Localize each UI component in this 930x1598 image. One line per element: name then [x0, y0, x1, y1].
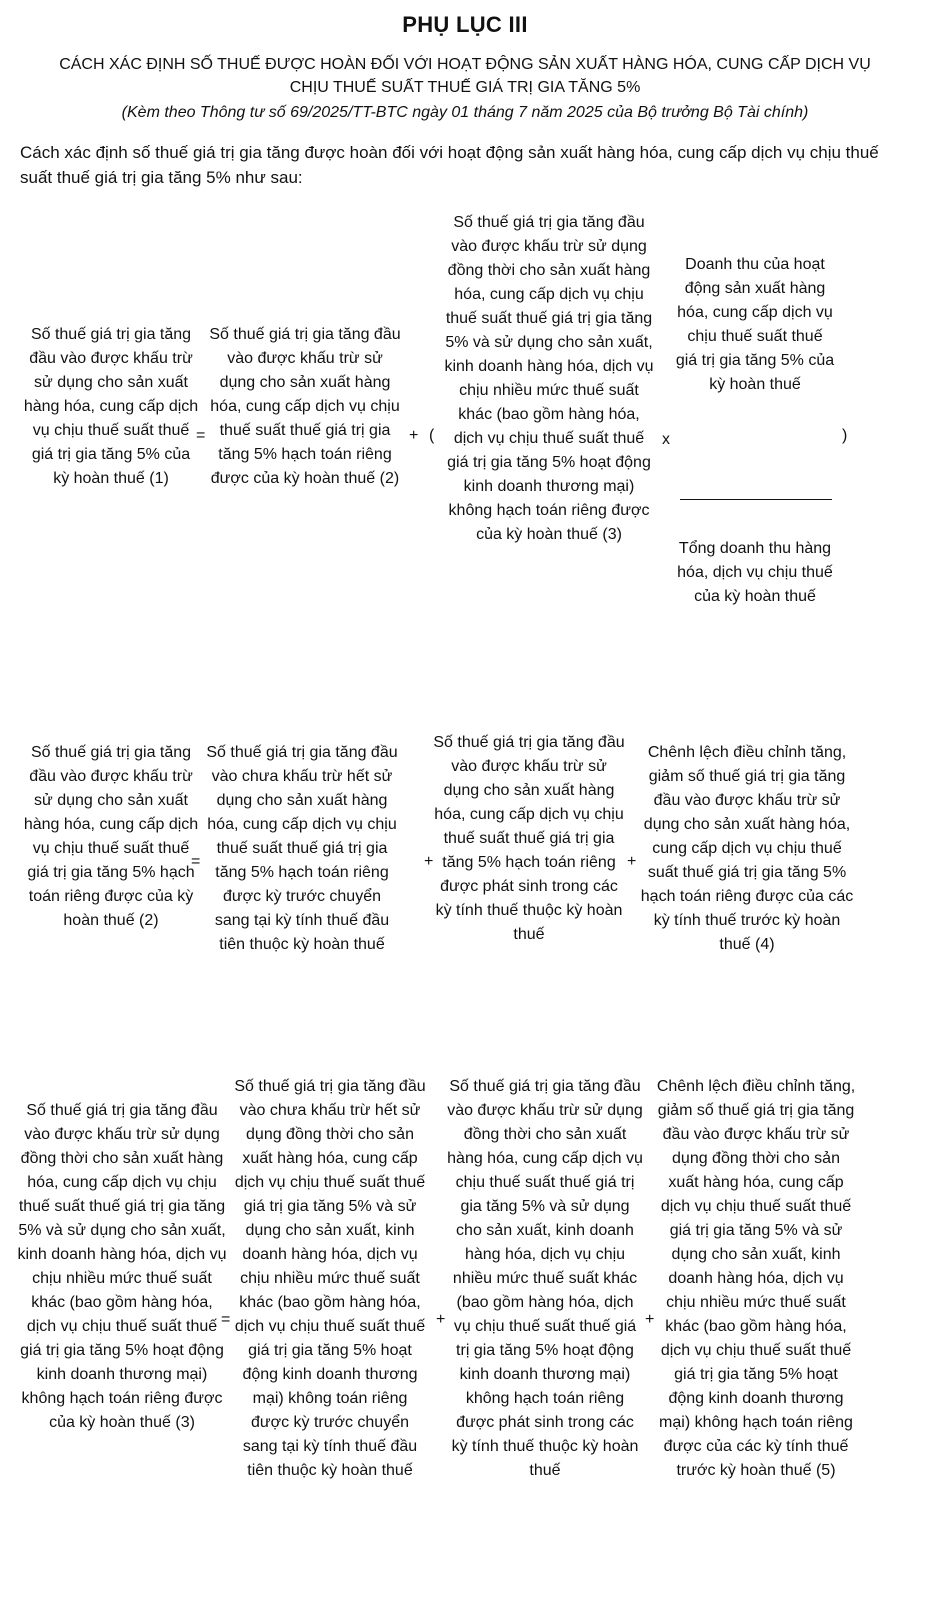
- intro-paragraph: Cách xác định số thuế giá trị gia tăng được hoàn đối với hoạt động sản xuất hàng hóa, cung cấp dịch vụ chịu thuế suất thuế giá trị gia tăng 5% như sau:: [20, 143, 879, 187]
- formula-2-plus-2: +: [627, 853, 637, 870]
- formula-1-term-2: Số thuế giá trị gia tăng đầu vào được khấu trừ sử dụng cho sản xuất hàng hóa, cung cấp dịch vụ chịu thuế suất thuế giá trị gia tăng 5% hạch toán riêng được của kỳ hoàn thuế (2): [209, 326, 401, 487]
- page-title: PHỤ LỤC III: [402, 12, 528, 37]
- formula-2-equals: =: [191, 853, 201, 870]
- formula-2-plus-1: +: [424, 853, 434, 870]
- formula-1-numerator: Doanh thu của hoạt động sản xuất hàng hóa, cung cấp dịch vụ chịu thuế suất thuế giá trị gia tăng 5% của kỳ hoàn thuế: [675, 256, 835, 393]
- formula-3-equals: =: [221, 1311, 231, 1328]
- formula-1-open-paren: (: [429, 427, 435, 444]
- formula-1-plus: +: [409, 427, 419, 444]
- formula-3-term-2: Số thuế giá trị gia tăng đầu vào được khấu trừ sử dụng đồng thời cho sản xuất hàng hóa, cung cấp dịch vụ chịu thuế suất thuế giá trị gia tăng 5% và sử dụng cho sản xuất, kinh doanh hàng hóa, dịch vụ chịu nhiều mức thuế suất khác (bao gồm hàng hóa, dịch vụ chịu thuế suất thuế giá trị gia tăng 5% hoạt động kinh doanh thương mại) không hạch toán riêng được phát sinh trong các kỳ tính thuế thuộc kỳ hoàn thuế: [447, 1078, 643, 1479]
- legal-basis: (Kèm theo Thông tư số 69/2025/TT-BTC ngày 01 tháng 7 năm 2025 của Bộ trưởng Bộ Tài chính): [121, 104, 809, 121]
- formula-3-plus-1: +: [436, 1311, 446, 1328]
- fraction-bar: [680, 499, 832, 500]
- formula-2-term-1: Số thuế giá trị gia tăng đầu vào chưa khấu trừ hết sử dụng cho sản xuất hàng hóa, cung cấp dịch vụ chịu thuế suất thuế giá trị gia tăng 5% hạch toán riêng được kỳ trước chuyển sang tại kỳ tính thuế đầu tiên thuộc kỳ hoàn thuế: [206, 744, 398, 953]
- formula-1-equals: =: [196, 427, 206, 444]
- formula-1-times: x: [662, 431, 670, 448]
- formula-3-term-3: Chênh lệch điều chỉnh tăng, giảm số thuế giá trị gia tăng đầu vào được khấu trừ sử dụng đồng thời cho sản xuất hàng hóa, cung cấp dịch vụ chịu thuế suất thuế giá trị gia tăng 5% và sử dụng cho sản xuất, kinh doanh hàng hóa, dịch vụ chịu nhiều mức thuế suất khác (bao gồm hàng hóa, dịch vụ chịu thuế suất thuế giá trị gia tăng 5% hoạt động kinh doanh thương mại) không hạch toán riêng được của các kỳ tính thuế trước kỳ hoàn thuế (5): [656, 1078, 856, 1479]
- formula-3-lhs: Số thuế giá trị gia tăng đầu vào được khấu trừ sử dụng đồng thời cho sản xuất hàng hóa, cung cấp dịch vụ chịu thuế suất thuế giá trị gia tăng 5% và sử dụng cho sản xuất, kinh doanh hàng hóa, dịch vụ chịu nhiều mức thuế suất khác (bao gồm hàng hóa, dịch vụ chịu thuế suất thuế giá trị gia tăng 5% hoạt động kinh doanh thương mại) không hạch toán riêng được của kỳ hoàn thuế (3): [17, 1102, 227, 1431]
- formula-2-lhs: Số thuế giá trị gia tăng đầu vào được khấu trừ sử dụng cho sản xuất hàng hóa, cung cấp dịch vụ chịu thuế suất thuế giá trị gia tăng 5% hạch toán riêng được của kỳ hoàn thuế (2): [23, 744, 199, 929]
- formula-1-term-3: Số thuế giá trị gia tăng đầu vào được khấu trừ sử dụng đồng thời cho sản xuất hàng hóa, cung cấp dịch vụ chịu thuế suất thuế giá trị gia tăng 5% và sử dụng cho sản xuất, kinh doanh hàng hóa, dịch vụ chịu nhiều mức thuế suất khác (bao gồm hàng hóa, dịch vụ chịu thuế suất thuế giá trị gia tăng 5% hoạt động kinh doanh thương mại) không hạch toán riêng được của kỳ hoàn thuế (3): [444, 214, 654, 543]
- formula-3-term-1: Số thuế giá trị gia tăng đầu vào chưa khấu trừ hết sử dụng đồng thời cho sản xuất hàng hóa, cung cấp dịch vụ chịu thuế suất thuế giá trị gia tăng 5% và sử dụng cho sản xuất, kinh doanh hàng hóa, dịch vụ chịu nhiều mức thuế suất khác (bao gồm hàng hóa, dịch vụ chịu thuế suất thuế giá trị gia tăng 5% hoạt động kinh doanh thương mại) không toán riêng được kỳ trước chuyển sang tại kỳ tính thuế đầu tiên thuộc kỳ hoàn thuế: [234, 1078, 426, 1479]
- formula-1-close-paren: ): [842, 427, 848, 444]
- formula-3-plus-2: +: [645, 1311, 655, 1328]
- formula-1-lhs: Số thuế giá trị gia tăng đầu vào được khấu trừ sử dụng cho sản xuất hàng hóa, cung cấp dịch vụ chịu thuế suất thuế giá trị gia tăng 5% của kỳ hoàn thuế (1): [23, 326, 199, 487]
- formula-1-denominator: Tổng doanh thu hàng hóa, dịch vụ chịu thuế của kỳ hoàn thuế: [677, 540, 833, 605]
- formula-2-term-3: Chênh lệch điều chỉnh tăng, giảm số thuế giá trị gia tăng đầu vào được khấu trừ sử dụng cho sản xuất hàng hóa, cung cấp dịch vụ chịu thuế suất thuế giá trị gia tăng 5% hạch toán riêng được của các kỳ tính thuế trước kỳ hoàn thuế (4): [640, 744, 854, 953]
- page-subtitle: CÁCH XÁC ĐỊNH SỐ THUẾ ĐƯỢC HOÀN ĐỐI VỚI HOẠT ĐỘNG SẢN XUẤT HÀNG HÓA, CUNG CẤP DỊCH VỤ CHỊU THUẾ SUẤT THUẾ GIÁ TRỊ GIA TĂNG 5%: [59, 56, 871, 96]
- formula-2-term-2: Số thuế giá trị gia tăng đầu vào được khấu trừ sử dụng cho sản xuất hàng hóa, cung cấp dịch vụ chịu thuế suất thuế giá trị gia tăng 5% hạch toán riêng được phát sinh trong các kỳ tính thuế thuộc kỳ hoàn thuế: [433, 734, 625, 943]
